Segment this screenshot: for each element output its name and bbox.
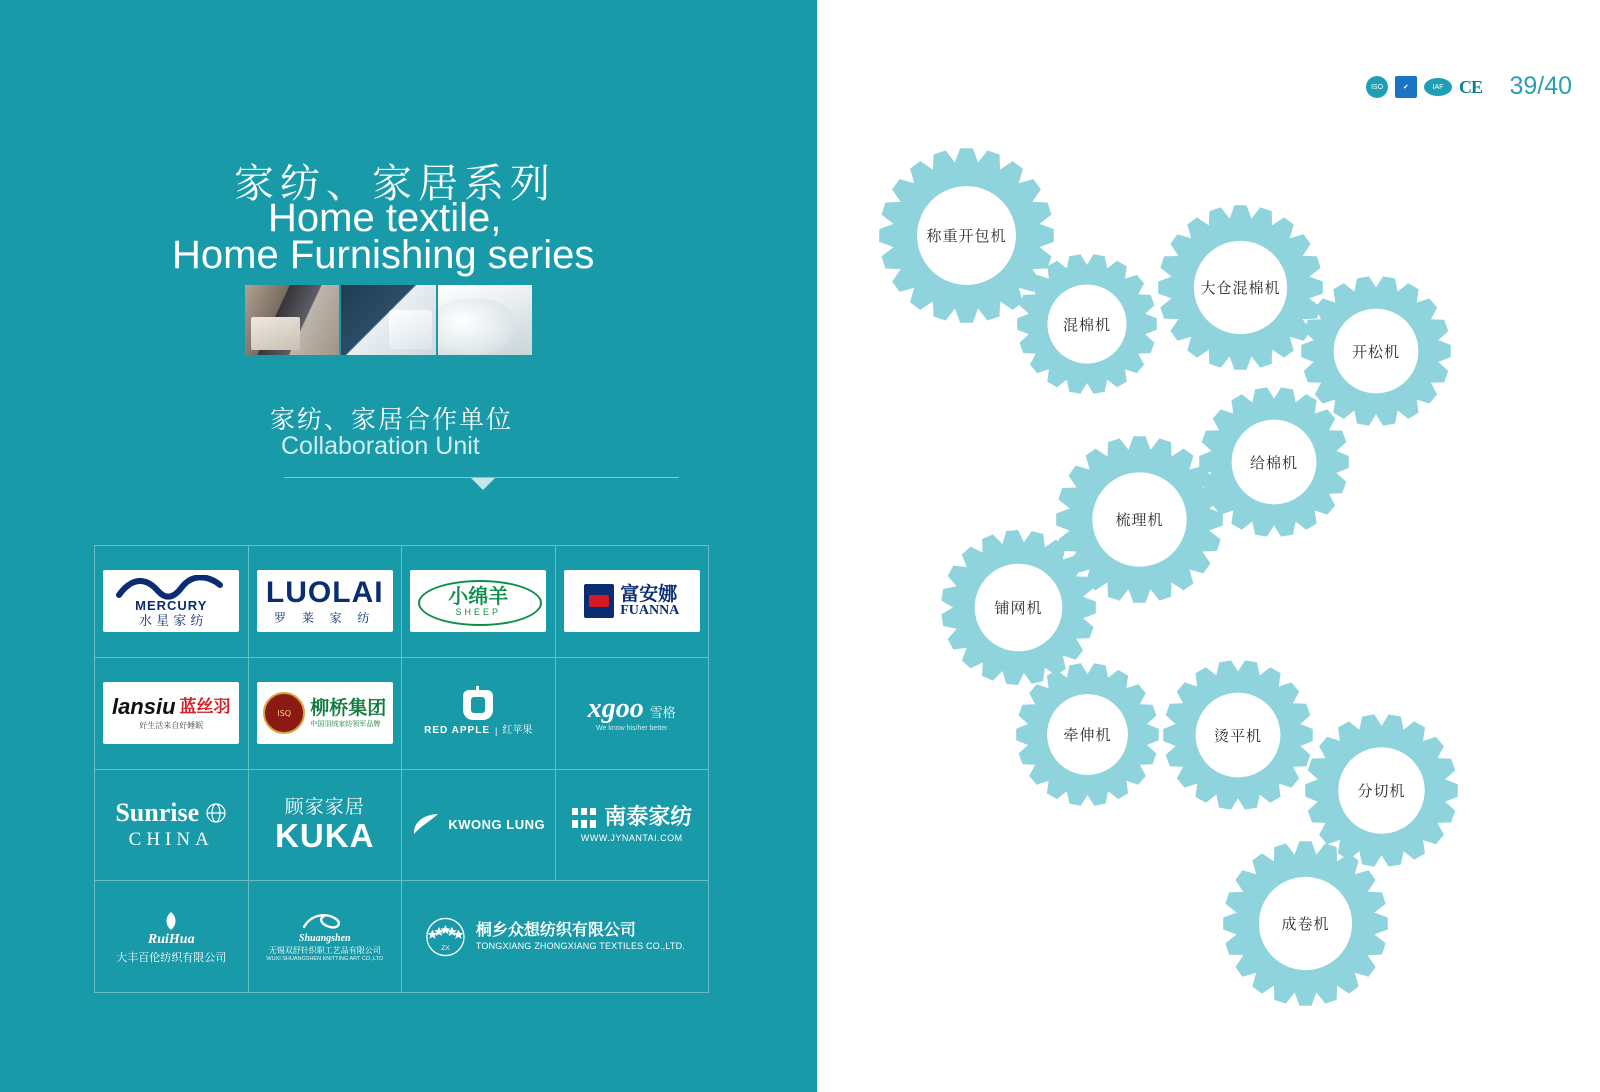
page-title-en-line2: Home Furnishing series <box>172 233 595 277</box>
kuka-name-cn: 顾家家居 <box>284 795 365 818</box>
logo-cell-lansiu[interactable] <box>95 658 249 770</box>
luolai-name-cn: 罗 莱 家 纺 <box>274 611 376 626</box>
logo-cell-kwong-lung[interactable] <box>402 770 556 882</box>
sheep-name-en: SHEEP <box>455 606 501 617</box>
photo-strip <box>245 285 532 355</box>
logo-cell-shuangshen[interactable] <box>249 881 403 993</box>
logo-cell-red-apple[interactable]: RED APPLE | 红苹果 <box>402 658 556 770</box>
gear-opener-label: 开松机 <box>1351 342 1400 361</box>
ruihua-name-cn: 大丰百伦纺织有限公司 <box>116 950 227 964</box>
kuka-name-en: KUKA <box>275 816 375 854</box>
gear-ironing-label: 烫平机 <box>1213 726 1262 745</box>
red-apple-icon <box>463 690 493 720</box>
page-number: 39/40 <box>1509 72 1572 100</box>
logo-cell-nantai[interactable] <box>556 770 710 882</box>
gear-bulk-cotton-mixer-label: 大仓混棉机 <box>1200 279 1281 297</box>
gear-rolling <box>1223 841 1388 1006</box>
ruihua-leaf-icon <box>162 911 180 931</box>
gear-drafting <box>1016 663 1159 806</box>
iaf-badge: IAF <box>1424 78 1452 96</box>
shuangshen-name-en-full: WUXI SHUANGSHEN KNITTING ART CO.,LTD <box>266 955 384 962</box>
lansiu-slogan: 好生活来自好睡眠 <box>139 721 204 731</box>
mercury-name-cn: 水 星 家 纺 <box>139 613 204 629</box>
nantai-name-cn: 南泰家纺 <box>604 805 693 831</box>
gear-carding-label: 梳理机 <box>1115 511 1164 529</box>
ce-mark-icon: CE <box>1458 76 1482 97</box>
mercury-name: MERCURY <box>135 597 208 613</box>
lansiu-name-cn: 蓝丝羽 <box>179 696 231 717</box>
logo-cell-kuka[interactable] <box>249 770 403 882</box>
luolai-name: LUOLAI <box>265 576 384 610</box>
logo-cell-luolai[interactable] <box>249 546 403 658</box>
shuangshen-swirl-icon <box>302 911 348 933</box>
section-subtitle-cn: 家纺、家居合作单位 <box>270 405 514 434</box>
liuqiao-slogan: 中国羽绒家纺领军品牌 <box>310 719 381 728</box>
gear-slitting-label: 分切机 <box>1357 782 1406 800</box>
sunrise-country: CHINA <box>128 829 214 851</box>
xgoo-name-en: xgoo <box>587 692 644 724</box>
ruihua-name-en: RuiHua <box>147 931 195 947</box>
sheep-name-cn: 小绵羊 <box>448 583 509 608</box>
gear-web-laying-label: 铺网机 <box>994 599 1043 617</box>
nantai-mark-icon <box>571 806 597 830</box>
logo-cell-liuqiao[interactable] <box>249 658 403 770</box>
logo-cell-sunrise[interactable] <box>95 770 249 882</box>
red-apple-name-en: RED APPLE <box>424 725 491 737</box>
gear-cotton-mixer-label: 混棉机 <box>1062 315 1111 334</box>
kwong-lung-feather-icon <box>411 812 441 838</box>
logo-cell-xgoo[interactable] <box>556 658 710 770</box>
bedding-photo <box>341 285 435 355</box>
gear-cotton-mixer <box>1017 254 1157 394</box>
red-apple-name-cn: 红苹果 <box>502 725 533 737</box>
iso-badge: ISO <box>1366 76 1388 98</box>
gear-bulk-cotton-mixer <box>1158 205 1323 370</box>
liuqiao-seal-icon: ISQ <box>263 692 305 734</box>
bedroom-photo <box>245 285 339 355</box>
nantai-website: WWW.JYNANTAI.COM <box>580 833 683 844</box>
svg-text:ZX: ZX <box>441 944 450 952</box>
shuangshen-name-en: Shuangshen <box>298 932 351 944</box>
gear-cotton-feeder-label: 给棉机 <box>1249 453 1298 472</box>
sunrise-name-en: Sunrise <box>115 798 200 828</box>
liuqiao-name-cn: 柳桥集团 <box>310 696 387 719</box>
check-badge: ✔ <box>1395 76 1417 98</box>
logo-cell-sheep[interactable] <box>402 546 556 658</box>
quilt-photo <box>438 285 532 355</box>
lansiu-name-en: lansiu <box>111 694 176 720</box>
zhongxiang-name-cn: 桐乡众想纺织有限公司 <box>475 920 636 940</box>
gear-rolling-label: 成卷机 <box>1281 915 1330 933</box>
zhongxiang-emblem-icon <box>425 915 466 959</box>
fuanna-mark-icon <box>584 584 614 618</box>
kwong-lung-name: KWONG LUNG <box>448 817 546 833</box>
xgoo-name-cn: 雪格 <box>649 705 676 721</box>
logo-cell-fuanna[interactable] <box>556 546 710 658</box>
xgoo-slogan: We know his/her better <box>596 724 668 732</box>
gear-ironing <box>1163 660 1313 810</box>
zhongxiang-name-en: TONGXIANG ZHONGXIANG TEXTILES CO.,LTD. <box>475 941 685 952</box>
fuanna-name-cn: 富安娜 <box>620 582 678 605</box>
page-title-en-line1: Home textile, <box>268 196 502 240</box>
logo-cell-mercury[interactable] <box>95 546 249 658</box>
sunrise-globe-icon <box>205 802 227 824</box>
chevron-down-icon <box>471 478 495 490</box>
section-subtitle-en: Collaboration Unit <box>281 432 480 460</box>
right-panel <box>817 0 1600 1092</box>
gear-weighing-baling-label: 称重开包机 <box>926 227 1007 245</box>
collaboration-logo-grid <box>94 545 709 993</box>
shuangshen-name-cn: 无锡双舒针织职工艺品有限公司 <box>268 945 381 955</box>
logo-cell-ruihua[interactable] <box>95 881 249 993</box>
gear-web-laying <box>941 530 1096 685</box>
certification-bar <box>1366 76 1482 98</box>
logo-cell-zhongxiang[interactable] <box>402 881 709 993</box>
fuanna-name-en: FUANNA <box>620 602 680 618</box>
left-content <box>94 0 794 1092</box>
page-title-cn: 家纺、家居系列 <box>234 161 556 207</box>
mercury-wave-icon <box>116 575 226 601</box>
gear-drafting-label: 牵伸机 <box>1063 726 1112 744</box>
